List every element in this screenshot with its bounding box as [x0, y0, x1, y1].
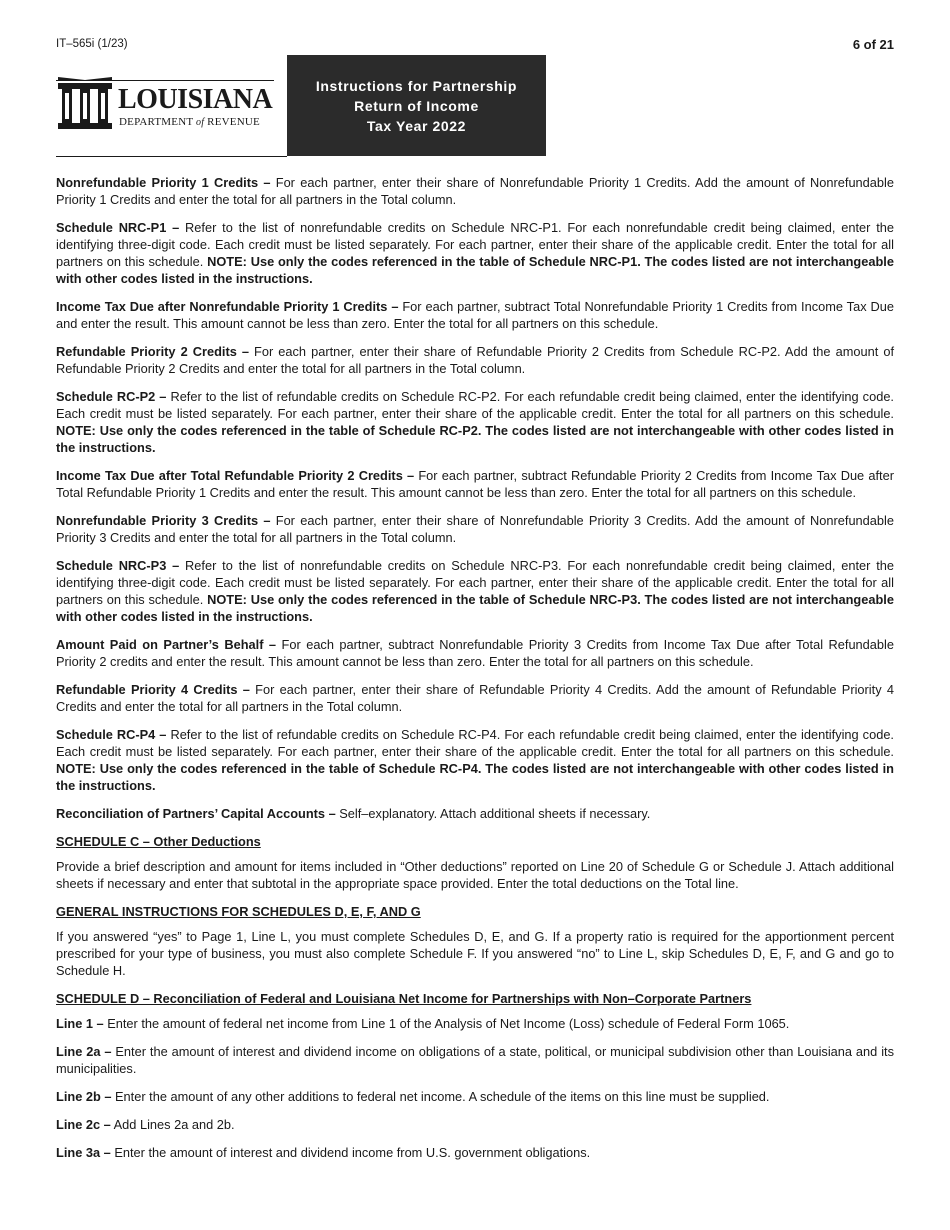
logo-wordmark: LOUISIANA	[118, 84, 273, 115]
paragraph: Amount Paid on Partner’s Behalf – For each partner, subtract Nonrefundable Priority 3 Credits from Income Tax Due after Total Refundable Priority 2 credits and enter the result. This amount cannot be less than zero. Enter the total for all partners on this schedule.	[56, 637, 894, 669]
paragraph: Income Tax Due after Total Refundable Priority 2 Credits – For each partner, subtract Refundable Priority 2 Credits from Income Tax Due after Total Refundable Priority 1 Credits and enter the result. This amount cannot be less than zero. Enter the total for all partners on this schedule.	[56, 468, 894, 500]
paragraph: Refundable Priority 4 Credits – For each partner, enter their share of Refundable Priority 4 Credits. Add the amount of Refundable Priority 4 Credits and enter the total for all partners in the Total column.	[56, 682, 894, 714]
document-title	[287, 55, 546, 156]
paragraph: Schedule NRC-P3 – Refer to the list of nonrefundable credits on Schedule NRC-P3. For each nonrefundable credit being claimed, enter the identifying three-digit code. Each credit must be listed separately. For each partner, enter their share of the applicable credit. Enter the total for all partners on this schedule. NOTE: Use only the codes referenced in the table of Schedule NRC-P3. The codes listed are not interchangeable with other codes listed in the instructions.	[56, 558, 894, 624]
general-instructions-heading: GENERAL INSTRUCTIONS FOR SCHEDULES D, E, F, AND G	[56, 904, 421, 919]
schedule-d-heading: SCHEDULE D – Reconciliation of Federal and Louisiana Net Income for Partnerships with Non–Corporate Partners	[56, 991, 752, 1006]
capitol-columns-icon	[56, 77, 114, 135]
paragraph: Nonrefundable Priority 1 Credits – For each partner, enter their share of Nonrefundable Priority 1 Credits. Add the amount of Nonrefundable Priority 1 Credits and enter the total for all partners in the Total column.	[56, 175, 894, 207]
title-line: Tax Year 2022	[366, 117, 467, 134]
paragraph: Reconciliation of Partners’ Capital Accounts – Self–explanatory. Attach additional sheets if necessary.	[56, 806, 651, 821]
louisiana-logo	[56, 55, 287, 157]
form-id: IT–565i (1/23)	[56, 38, 128, 50]
title-line: Instructions for Partnership	[315, 77, 518, 94]
paragraph: Refundable Priority 2 Credits – For each partner, enter their share of Refundable Priority 2 Credits from Schedule RC-P2. Add the amount of Refundable Priority 2 Credits and enter the total for all partners in the Total column.	[56, 344, 894, 376]
line-item: Line 3a – Enter the amount of interest and dividend income from U.S. government obligations.	[56, 1145, 591, 1160]
paragraph: If you answered “yes” to Page 1, Line L, you must complete Schedules D, E, and G. If a property ratio is required for the apportionment percent prescribed for your type of business, you must also complete Schedule F. If you answered “no” to Line L, skip Schedules D, E, F, and G and go to Schedule H.	[56, 929, 894, 978]
logo-department: DEPARTMENT of REVENUE	[119, 116, 260, 128]
schedule-c-heading: SCHEDULE C – Other Deductions	[56, 834, 261, 849]
paragraph: Provide a brief description and amount for items included in “Other deductions” reported on Line 20 of Schedule G or Schedule J. Attach additional sheets if necessary and enter that subtotal in the appropriate space provided. Enter the total deductions on the Total line.	[56, 859, 894, 891]
line-item: Line 2c – Add Lines 2a and 2b.	[56, 1117, 235, 1132]
title-line: Return of Income	[354, 97, 479, 114]
paragraph: Schedule NRC-P1 – Refer to the list of nonrefundable credits on Schedule NRC-P1. For each nonrefundable credit being claimed, enter the identifying three-digit code. Each credit must be listed separately. For each partner, enter their share of the applicable credit. Enter the total for all partners on this schedule. NOTE: Use only the codes referenced in the table of Schedule NRC-P1. The codes listed are not interchangeable with other codes listed in the instructions.	[56, 220, 894, 286]
paragraph: Schedule RC-P2 – Refer to the list of refundable credits on Schedule RC-P2. For each refundable credit being claimed, enter the identifying code. Each credit must be listed separately. For each partner, enter their share of the applicable credit. Enter the total for all partners on this schedule. NOTE: Use only the codes referenced in the table of Schedule RC-P2. The codes listed are not interchangeable with other codes listed in the instructions.	[56, 389, 894, 455]
paragraph: Nonrefundable Priority 3 Credits – For each partner, enter their share of Nonrefundable Priority 3 Credits. Add the amount of Nonrefundable Priority 3 Credits and enter the total for all partners in the Total column.	[56, 513, 894, 545]
paragraph: Schedule RC-P4 – Refer to the list of refundable credits on Schedule RC-P4. For each refundable credit being claimed, enter the identifying code. Each credit must be listed separately. For each partner, enter their share of the applicable credit. Enter the total for all partners on this schedule. NOTE: Use only the codes referenced in the table of Schedule RC-P4. The codes listed are not interchangeable with other codes listed in the instructions.	[56, 727, 894, 793]
page-number: 6 of 21	[852, 37, 894, 52]
line-item: Line 1 – Enter the amount of federal net income from Line 1 of the Analysis of Net Income (Loss) schedule of Federal Form 1065.	[56, 1016, 790, 1031]
paragraph: Income Tax Due after Nonrefundable Priority 1 Credits – For each partner, subtract Total Nonrefundable Priority 1 Credits from Income Tax Due and enter the result. This amount cannot be less than zero. Enter the total for all partners on this schedule.	[56, 299, 894, 331]
line-item: Line 2b – Enter the amount of any other additions to federal net income. A schedule of the items on this line must be supplied.	[56, 1089, 770, 1104]
line-item: Line 2a – Enter the amount of interest and dividend income on obligations of a state, political, or municipal subdivision other than Louisiana and its municipalities.	[56, 1044, 894, 1076]
instructions-body	[56, 174, 894, 1172]
